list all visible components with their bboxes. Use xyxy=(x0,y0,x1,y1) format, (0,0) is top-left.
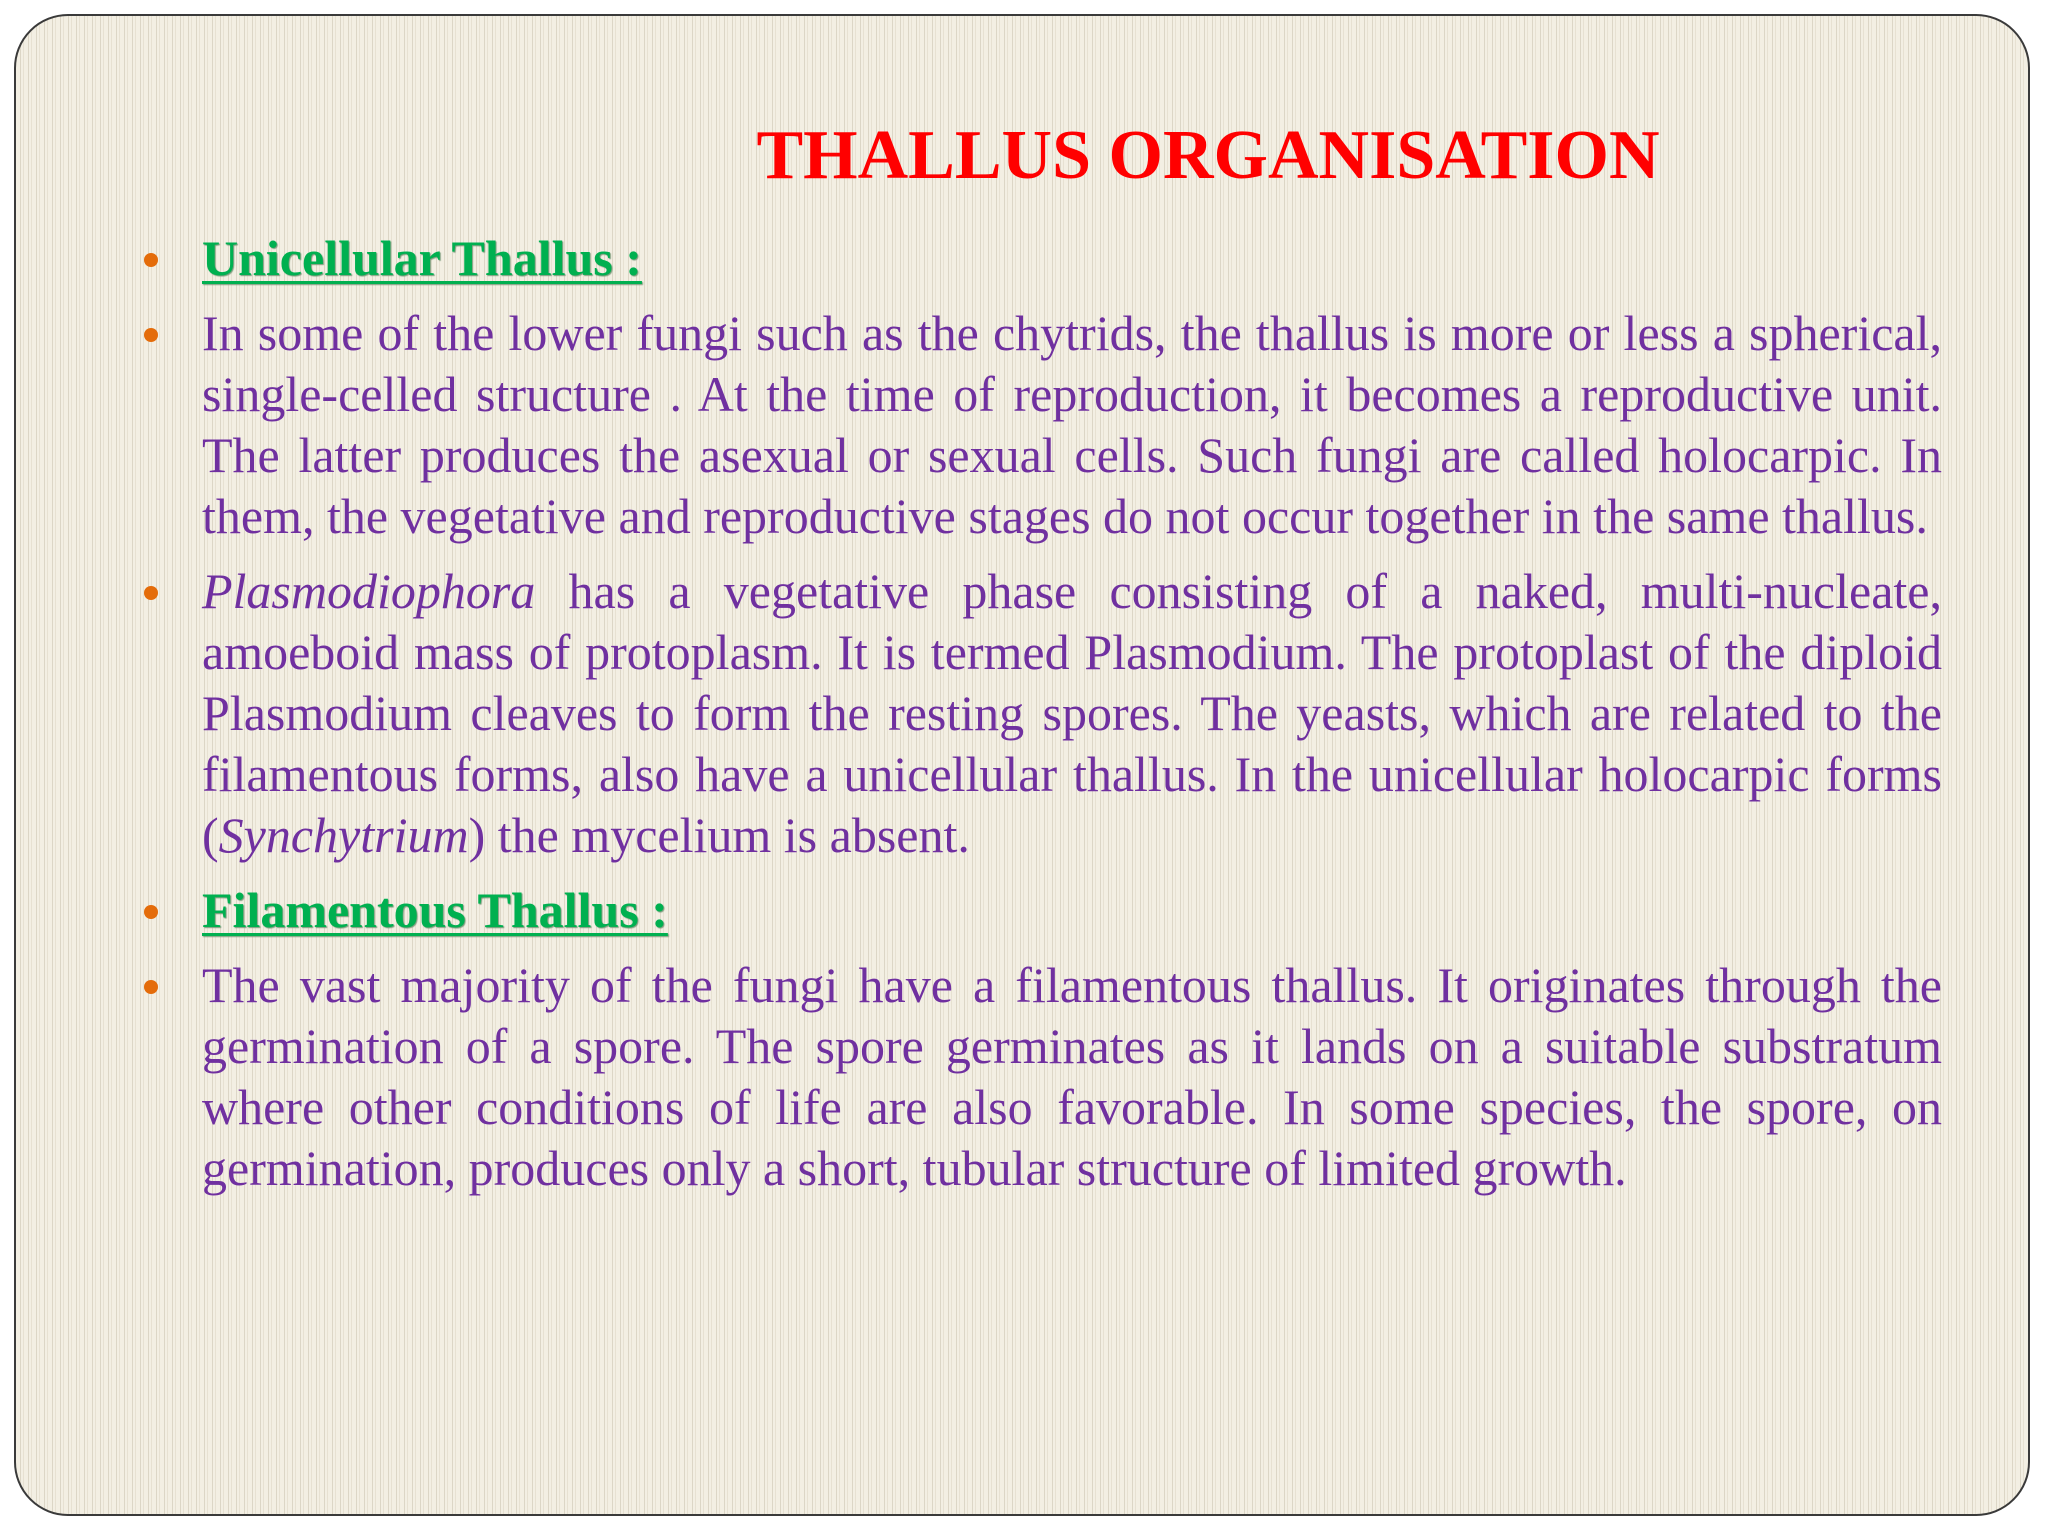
bullet-list xyxy=(138,228,1942,1199)
bullet-chytrids xyxy=(138,303,1942,547)
bullet-dot-icon xyxy=(144,328,158,342)
section-heading-unicellular: Unicellular Thallus : xyxy=(202,230,642,286)
slide-title: THALLUS ORGANISATION xyxy=(756,117,1660,194)
bullet-plasmodiophora xyxy=(138,561,1942,866)
bullet-dot-icon xyxy=(144,586,158,600)
bullet-filamentous-heading xyxy=(138,880,1942,941)
bullet-text-plasmodiophora-part1: has a vegetative phase consisting of a naked, multi-nucleate, amoeboid mass of protoplasm. It is termed Plasmodium. The protoplast of the diploid Plasmodium cleaves to form the resting spores. The yeasts, which are related to the filamentous forms, also have a unicellular thallus. In the unicellular holocarpic forms ( xyxy=(202,563,1942,863)
bullet-dot-icon xyxy=(144,980,158,994)
slide xyxy=(14,14,2030,1516)
bullet-text-filamentous: The vast majority of the fungi have a filamentous thallus. It originates through the germination of a spore. The spore germinates as it lands on a suitable substratum where other conditions of life are also favorable. In some species, the spore, on germination, produces only a short, tubular structure of limited growth. xyxy=(202,957,1942,1196)
bullet-text-chytrids: In some of the lower fungi such as the chytrids, the thallus is more or less a spherical, single-celled structure . At the time of reproduction, it becomes a reproductive unit. The latter produces the asexual or sexual cells. Such fungi are called holocarpic. In them, the vegetative and reproductive stages do not occur together in the same thallus. xyxy=(202,305,1942,544)
bullet-text-plasmodiophora-part2: ) the mycelium is absent. xyxy=(468,807,970,863)
bullet-dot-icon xyxy=(144,253,158,267)
italic-term-plasmodiophora: Plasmodiophora xyxy=(202,563,536,619)
bullet-filamentous-text xyxy=(138,955,1942,1199)
italic-term-synchytrium: Synchytrium xyxy=(218,807,469,863)
bullet-dot-icon xyxy=(144,905,158,919)
bullet-unicellular-heading xyxy=(138,228,1942,289)
section-heading-filamentous: Filamentous Thallus : xyxy=(202,882,668,938)
